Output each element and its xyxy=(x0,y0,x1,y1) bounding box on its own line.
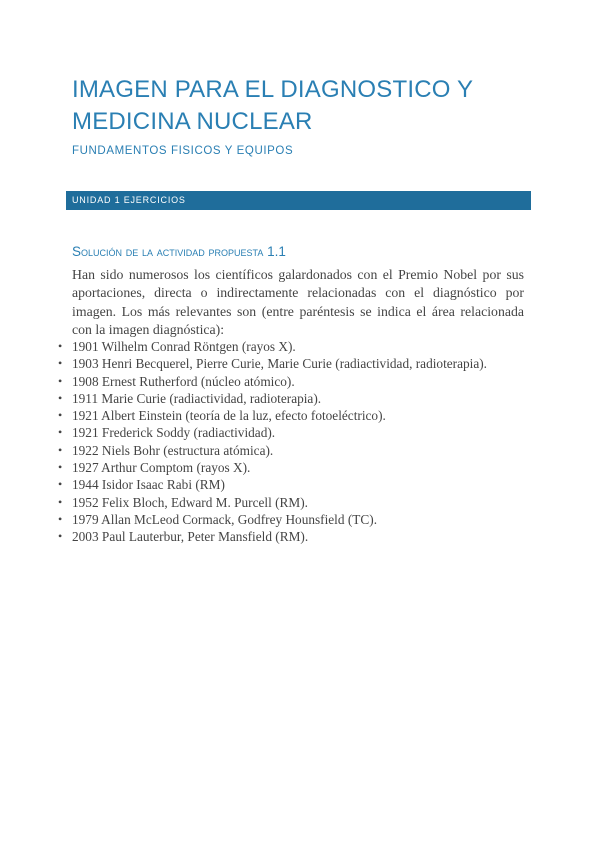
bullet-icon: • xyxy=(58,511,63,526)
unit-banner xyxy=(66,191,531,210)
list-item xyxy=(58,373,487,390)
list-item xyxy=(58,459,487,476)
list-item-text: 1921 Albert Einstein (teoría de la luz, efecto fotoeléctrico). xyxy=(72,408,386,424)
list-item-text: 1927 Arthur Comptom (rayos X). xyxy=(72,460,251,476)
list-item-text: 1903 Henri Becquerel, Pierre Curie, Marie Curie (radiactividad, radioterapia). xyxy=(72,356,487,372)
bullet-icon: • xyxy=(58,339,63,353)
list-item xyxy=(58,511,487,528)
bullet-icon: • xyxy=(58,529,63,544)
list-item-text: 1901 Wilhelm Conrad Röntgen (rayos X). xyxy=(72,339,296,354)
title-line-2: MEDICINA NUCLEAR xyxy=(72,108,313,135)
page-title xyxy=(72,74,473,138)
list-item-text: 1921 Frederick Soddy (radiactividad). xyxy=(72,425,276,441)
list-item xyxy=(58,494,487,511)
list-item-text: 1944 Isidor Isaac Rabi (RM) xyxy=(72,477,225,493)
bullet-icon: • xyxy=(58,442,63,457)
list-item xyxy=(58,476,487,493)
unit-label: UNIDAD 1 EJERCICIOS xyxy=(72,195,186,205)
intro-paragraph: Han sido numerosos los científicos galardonados con el Premio Nobel por sus aportaciones, directa o indirectamente relacionadas con el diagnóstico por imagen. Los más relevantes son (entre paréntesis se indica el área relacionada con la imagen diagnóstica): xyxy=(72,267,524,338)
bullet-icon: • xyxy=(58,425,63,440)
list-item xyxy=(58,442,487,459)
bullet-icon: • xyxy=(58,460,63,475)
list-item-text: 2003 Paul Lauterbur, Peter Mansfield (RM). xyxy=(72,529,309,545)
list-item-text: 1979 Allan McLeod Cormack, Godfrey Hounsfield (TC). xyxy=(72,511,378,527)
list-item-text: 1952 Felix Bloch, Edward M. Purcell (RM). xyxy=(72,494,308,510)
nobel-laureates-list xyxy=(58,338,487,546)
bullet-icon: • xyxy=(58,408,63,423)
bullet-icon: • xyxy=(58,390,63,405)
section-heading-prefix: Solución de la actividad propuesta xyxy=(72,244,264,259)
section-heading xyxy=(72,244,286,259)
bullet-icon: • xyxy=(58,494,63,509)
list-item xyxy=(58,355,487,372)
list-item xyxy=(58,338,487,355)
list-item-text: 1922 Niels Bohr (estructura atómica). xyxy=(72,442,274,458)
list-item-text: 1908 Ernest Rutherford (núcleo atómico). xyxy=(72,373,295,389)
list-item xyxy=(58,528,487,545)
bullet-icon: • xyxy=(58,373,63,388)
list-item xyxy=(58,390,487,407)
page-subtitle: FUNDAMENTOS FISICOS Y EQUIPOS xyxy=(72,145,294,157)
title-line-1: IMAGEN PARA EL DIAGNOSTICO Y xyxy=(72,76,474,103)
section-heading-number: 1.1 xyxy=(267,244,286,259)
list-item xyxy=(58,407,487,424)
list-item-text: 1911 Marie Curie (radiactividad, radioterapia). xyxy=(72,390,322,406)
bullet-icon: • xyxy=(58,477,63,492)
bullet-icon: • xyxy=(58,356,63,371)
list-item xyxy=(58,424,487,441)
